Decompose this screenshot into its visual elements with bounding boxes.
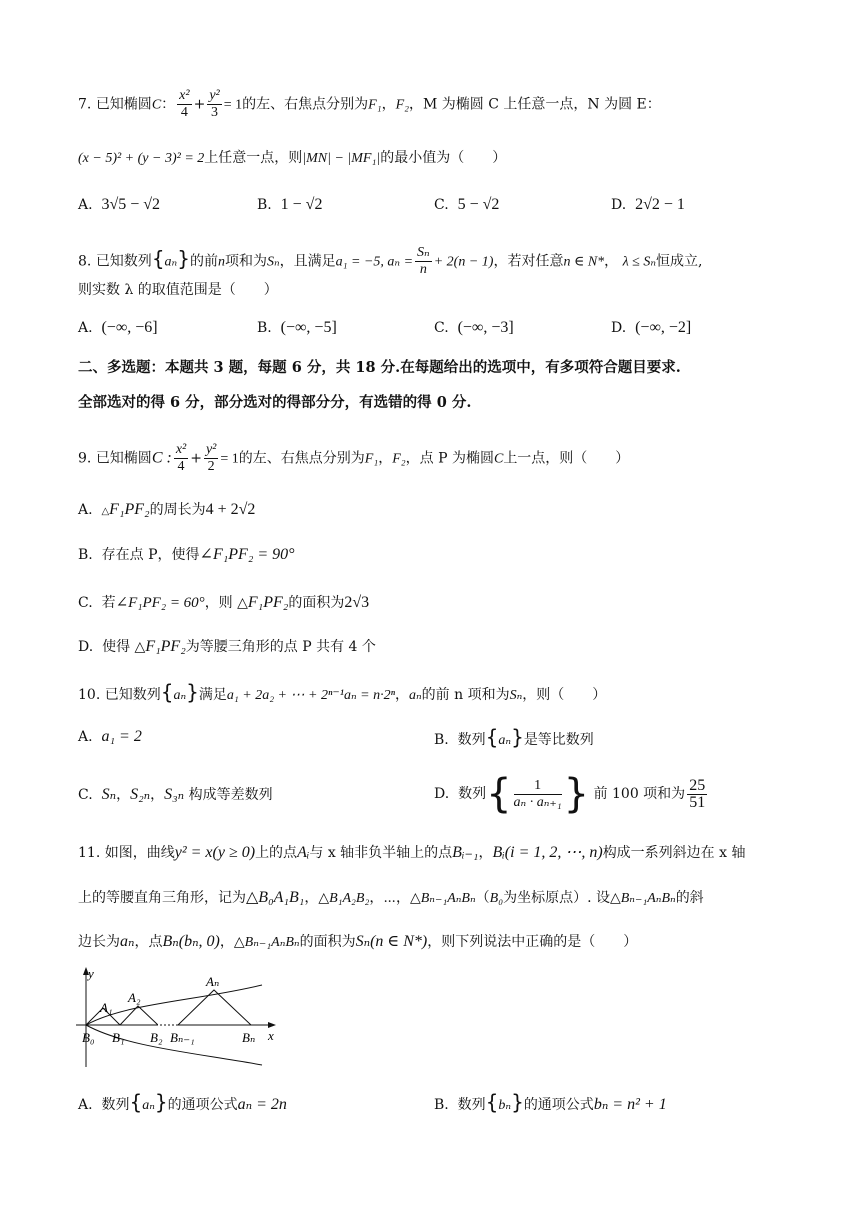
brace-right: }: [186, 680, 199, 704]
q9-F1: F₁: [364, 451, 379, 467]
option-text: 的通项公式: [167, 1097, 238, 1113]
option-label: A.: [78, 502, 93, 518]
option-text: 的通项公式: [523, 1097, 594, 1113]
label-Bn1: Bₙ₋₁: [170, 1030, 195, 1045]
option-pre: 数列: [457, 1097, 486, 1113]
q11-triangle: △B₀A₁B₁: [246, 889, 305, 906]
q9-text-c: 上一点，则（ ）: [503, 450, 630, 467]
q10-text-e: ，则（ ）: [522, 687, 607, 703]
q7-text-b: M 为椭圆 C 上任意一点，N 为圆 E：: [422, 96, 661, 113]
label-An: Aₙ: [206, 974, 220, 989]
option-value: F₁PF₂: [247, 594, 289, 611]
q7-line2-tail: 的最小值为（ ）: [380, 150, 507, 166]
q7-eq1: = 1: [223, 97, 243, 113]
q8-cond3: n ∈ N*: [563, 254, 605, 270]
q7-circle-eq: (x − 5)² + (y − 3)² = 2: [78, 151, 205, 166]
q11-Ai: Aᵢ: [297, 844, 310, 861]
option-label: D.: [78, 639, 94, 655]
label-B2: B₂: [150, 1030, 163, 1045]
q7-F2: F₂: [395, 97, 409, 113]
q11-triangle: △Bₙ₋₁AₙBₙ: [409, 891, 476, 906]
option-label: A.: [78, 320, 93, 336]
option-label: B.: [257, 320, 272, 336]
q11-B0: B₀: [489, 891, 504, 906]
q11-text: 为坐标原点）. 设: [503, 890, 610, 906]
option-value: 3√5 − √2: [101, 196, 161, 213]
q11-triangle: △Bₙ₋₁AₙBₙ: [233, 935, 300, 950]
section2-line1: 二、多选题：本题共 3 题，每题 6 分，共 18 分.在每题给出的选项中，有多项符合题目要求.: [78, 359, 681, 376]
option-value: 1 − √2: [280, 196, 323, 213]
option-pre: 数列: [457, 732, 486, 748]
option-label: C.: [434, 320, 449, 336]
option-text: 是等比数列: [523, 732, 594, 748]
q8-cond4: λ ≤ Sₙ: [622, 254, 657, 270]
option-expr: F₁PF₂: [145, 638, 186, 655]
option-pre: 数列: [458, 786, 487, 802]
q10-expr: a₁ + 2a₂ + ⋯ + 2ⁿ⁻¹aₙ = n·2ⁿ: [226, 688, 395, 703]
option-label: D.: [434, 786, 450, 802]
q8-cond1: a₁ = −5, aₙ =: [335, 254, 414, 270]
label-B1: B₁: [112, 1030, 125, 1045]
option-pre: 数列: [101, 1097, 130, 1113]
q8-line1: 8. 已知数列{aₙ}的前n项和为Sₙ，且满足a₁ = −5, aₙ = $\frac{\text{Sₙ}}{n}$ + 2(n − 1)，若对任意n ∈ N*， λ ≤ Sₙ恒成立,: [78, 245, 703, 277]
q11-option-a[interactable]: [78, 1092, 287, 1116]
option-seq: aₙ: [142, 1098, 155, 1113]
q7-text-a: 的左、右焦点分别为: [242, 96, 369, 113]
q10-an: aₙ: [408, 688, 422, 703]
option-label: A.: [78, 1097, 93, 1113]
q7-frac-x: $\frac{\text{x²}}{4}$: [179, 88, 190, 120]
brace-right: }: [511, 725, 524, 749]
q11-figure: [76, 965, 286, 1075]
q9-intro: 已知椭圆: [95, 450, 152, 467]
q8-option-a[interactable]: [78, 318, 158, 338]
option-tail-value: 2√3: [344, 594, 370, 611]
option-label: D.: [611, 197, 627, 213]
q11-text: 构成一系列斜边在 x 轴: [602, 845, 746, 861]
q11-line3: [78, 932, 637, 953]
q10-line1: [78, 682, 606, 706]
option-expr: F₁PF₂: [109, 501, 150, 518]
label-Bn: Bₙ: [242, 1030, 256, 1045]
q7-line2: [78, 148, 506, 169]
option-pre: 存在点 P，使得: [101, 547, 200, 563]
q10-Sn: Sₙ: [509, 688, 523, 703]
triangle-n: [178, 990, 251, 1025]
q7-option-a[interactable]: [78, 195, 160, 215]
label-A1: A₁: [100, 1000, 113, 1015]
triangle-2: [120, 1006, 158, 1025]
q10-option-b[interactable]: [434, 727, 594, 751]
q11-dots: ⋯: [383, 890, 396, 906]
q9-line1: 9. 已知椭圆C : $\frac{\text{x²}}{4}$ + $\frac{\text{y²}}{2}$ = 1的左、右焦点分别为F₁，F₂，点 P 为椭圆C上一点，则（ ）: [78, 442, 630, 474]
section2-line2: 全部选对的得 6 分，部分选对的得部分分，有选错的得 0 分.: [78, 394, 472, 411]
q9-C: C: [493, 451, 504, 467]
q8-line2: 则实数 λ 的取值范围是（ ）: [78, 282, 278, 298]
q7-intro: 已知椭圆: [95, 96, 152, 113]
q11-triangle: △B₁A₂B₂: [318, 891, 370, 906]
q11-triangle: △Bₙ₋₁AₙBₙ: [609, 891, 676, 906]
q9-F2: F₂: [392, 451, 406, 467]
label-x: x: [268, 1028, 274, 1043]
option-value: 2√2 − 1: [635, 196, 685, 213]
option-label: C.: [78, 595, 93, 611]
q11-Bn: Bₙ(bₙ, 0): [162, 933, 220, 950]
label-B0: B₀: [82, 1030, 95, 1045]
q9-frac-x: $\frac{\text{x²}}{4}$: [175, 442, 187, 474]
q11-text: ，点: [134, 934, 163, 950]
option-s1: Sₙ: [101, 786, 117, 803]
label-y: y: [88, 966, 94, 981]
option-value: (−∞, −6]: [101, 319, 158, 336]
q10-option-c[interactable]: C. Sₙ，S₂ₙ，S₃ₙ 构成等差数列: [78, 786, 273, 803]
option-tail: 的面积为: [288, 595, 345, 611]
brace-right: }: [563, 771, 590, 817]
q10-text-a: 已知数列: [104, 687, 161, 703]
option-text: 构成等差数列: [188, 787, 273, 803]
q11-Bi: Bᵢ(i = 1, 2, ⋯, n): [492, 844, 603, 861]
q8-text-d: ，且满足: [279, 253, 336, 270]
q9-text-a: 的左、右焦点分别为: [238, 450, 365, 467]
q11-curve: y² = x(y ≥ 0): [174, 844, 256, 861]
q9-text-b: ，点 P 为椭圆: [405, 450, 494, 467]
q11-text: 上的点: [255, 845, 298, 861]
option-value: aₙ = 2n: [237, 1096, 287, 1113]
option-pre: 使得 △: [102, 639, 146, 655]
q8-text-c: 项和为: [224, 253, 267, 270]
brace-right: }: [154, 1090, 168, 1114]
option-value: (−∞, −5]: [280, 319, 337, 336]
brace-left: {: [486, 771, 512, 817]
option-value: bₙ = n² + 1: [593, 1096, 667, 1113]
q10-text-b: 满足: [198, 687, 227, 703]
q11-text: 的斜: [675, 890, 704, 906]
brace-right: }: [511, 1090, 524, 1114]
option-expr: ∠F₁PF₂ = 60°: [115, 595, 205, 611]
option-label: C.: [434, 197, 449, 213]
option-value: (−∞, −2]: [635, 319, 692, 336]
option-label: B.: [434, 732, 449, 748]
option-label: B.: [78, 547, 93, 563]
option-value: (−∞, −3]: [457, 319, 514, 336]
triangle-icon: △: [101, 506, 110, 517]
option-label: B.: [257, 197, 272, 213]
q9-option-b[interactable]: [78, 545, 295, 565]
option-label: B.: [434, 1097, 449, 1113]
q10-text-d: 的前 n 项和为: [421, 687, 510, 703]
option-value: 4 + 2√2: [205, 501, 256, 518]
q11-text: 边长为: [78, 934, 120, 950]
option-result-fraction: $\frac{25}{51}$: [689, 776, 706, 811]
q11-text: 的面积为: [299, 934, 356, 950]
option-text: ，则 △: [204, 595, 248, 611]
q7-target-expr: |MN| − |MF₁|: [302, 151, 381, 166]
q10-option-d[interactable]: [434, 772, 709, 816]
q8-option-c[interactable]: [434, 318, 514, 338]
q7-option-c[interactable]: [434, 195, 499, 215]
label-A2: A₂: [128, 990, 141, 1005]
q8-cond2: + 2(n − 1): [433, 254, 494, 270]
q11-text: 与 x 轴非负半轴上的点: [309, 845, 453, 861]
q8-frac: $\frac{\text{Sₙ}}{n}$: [417, 245, 430, 277]
option-value: a₁ = 2: [101, 728, 142, 745]
q11-number: 11.: [78, 845, 101, 861]
q11-text: （: [475, 890, 490, 906]
option-seq: aₙ: [498, 733, 512, 748]
option-label: A.: [78, 729, 93, 745]
q8-text-e: ，若对任意: [493, 253, 564, 270]
option-s2: S₂ₙ: [130, 786, 151, 803]
q7-F1: F₁: [368, 97, 382, 113]
brace-left: {: [160, 680, 174, 704]
q10-seq: aₙ: [173, 688, 187, 703]
option-label: D.: [611, 320, 627, 336]
q11-line2: 上的等腰直角三角形，记为△B₀A₁B₁，△B₁A₂B₂，⋯，△Bₙ₋₁AₙBₙ（B₀为坐标原点）. 设△Bₙ₋₁AₙBₙ的斜: [78, 889, 704, 906]
q7-line1: 7. 已知椭圆C： $\frac{\text{x²}}{4}$ + $\frac{\text{y²}}{3}$ = 1的左、右焦点分别为F₁，F₂，M 为椭圆 C 上任意一点，N 为圆 E：: [78, 88, 661, 120]
q9-option-d[interactable]: [78, 637, 376, 657]
q10-option-a[interactable]: [78, 727, 142, 747]
q11-text: ，则下列说法中正确的是（ ）: [427, 934, 638, 950]
brace-left: {: [485, 725, 499, 749]
q10-text-c: ，: [394, 687, 409, 703]
brace-left: {: [485, 1090, 499, 1114]
q9-frac-y: $\frac{\text{y²}}{2}$: [205, 442, 217, 474]
q11-Sn: Sₙ(n ∈ N*): [355, 933, 428, 950]
q8-text-f: 恒成立,: [656, 253, 703, 270]
brace-left: {: [151, 246, 165, 271]
q8-n: n: [217, 254, 225, 270]
q9-curve: C :: [151, 449, 172, 467]
option-value: 5 − √2: [457, 196, 500, 213]
q11-text: 上的等腰直角三角形，记为: [78, 890, 246, 906]
q8-number: 8.: [78, 253, 92, 270]
q8-Sn: Sₙ: [266, 254, 280, 270]
option-text: 为等腰三角形的点 P 共有 4 个: [185, 639, 376, 655]
q7-curve: C: [151, 97, 162, 113]
q7-option-d[interactable]: [611, 195, 685, 215]
q11-an: aₙ: [120, 933, 135, 950]
option-pre: 若: [101, 595, 116, 611]
q7-line2-text: 上任意一点，则: [204, 150, 303, 166]
q10-number: 10.: [78, 687, 101, 703]
option-expr: ∠F₁PF₂ = 90°: [199, 546, 295, 563]
q8-option-d[interactable]: [611, 318, 691, 338]
option-label: A.: [78, 197, 93, 213]
q8-text-a: 已知数列: [95, 253, 152, 270]
option-s3: S₃ₙ: [164, 786, 185, 803]
q11-Bi1: Bᵢ₋₁: [452, 844, 479, 861]
q8-option-b[interactable]: [257, 318, 337, 338]
q11-text: ，: [478, 845, 493, 861]
q7-option-b[interactable]: [257, 195, 322, 215]
q9-option-a[interactable]: [78, 500, 255, 522]
brace-right: }: [177, 246, 190, 271]
q11-text: 如图，曲线: [104, 845, 175, 861]
option-fraction: $\frac{1}{\text{aₙ · aₙ₊₁}}$: [513, 777, 562, 810]
q11-option-b[interactable]: [434, 1092, 667, 1116]
option-seq: bₙ: [498, 1098, 512, 1113]
q8-seq: aₙ: [164, 254, 178, 270]
q7-frac-y: $\frac{\text{y²}}{3}$: [209, 88, 220, 120]
q9-number: 9.: [78, 450, 92, 467]
option-label: C.: [78, 787, 93, 803]
q11-text: ，: [219, 934, 234, 950]
option-text: 前 100 项和为: [593, 786, 686, 802]
q8-text-b: 的前: [189, 253, 218, 270]
q11-line1: [78, 843, 745, 863]
q7-number: 7.: [78, 96, 92, 113]
brace-left: {: [129, 1090, 143, 1114]
q9-eq: = 1: [220, 451, 239, 467]
option-text: 的周长为: [149, 502, 206, 518]
q9-option-c[interactable]: [78, 593, 369, 613]
